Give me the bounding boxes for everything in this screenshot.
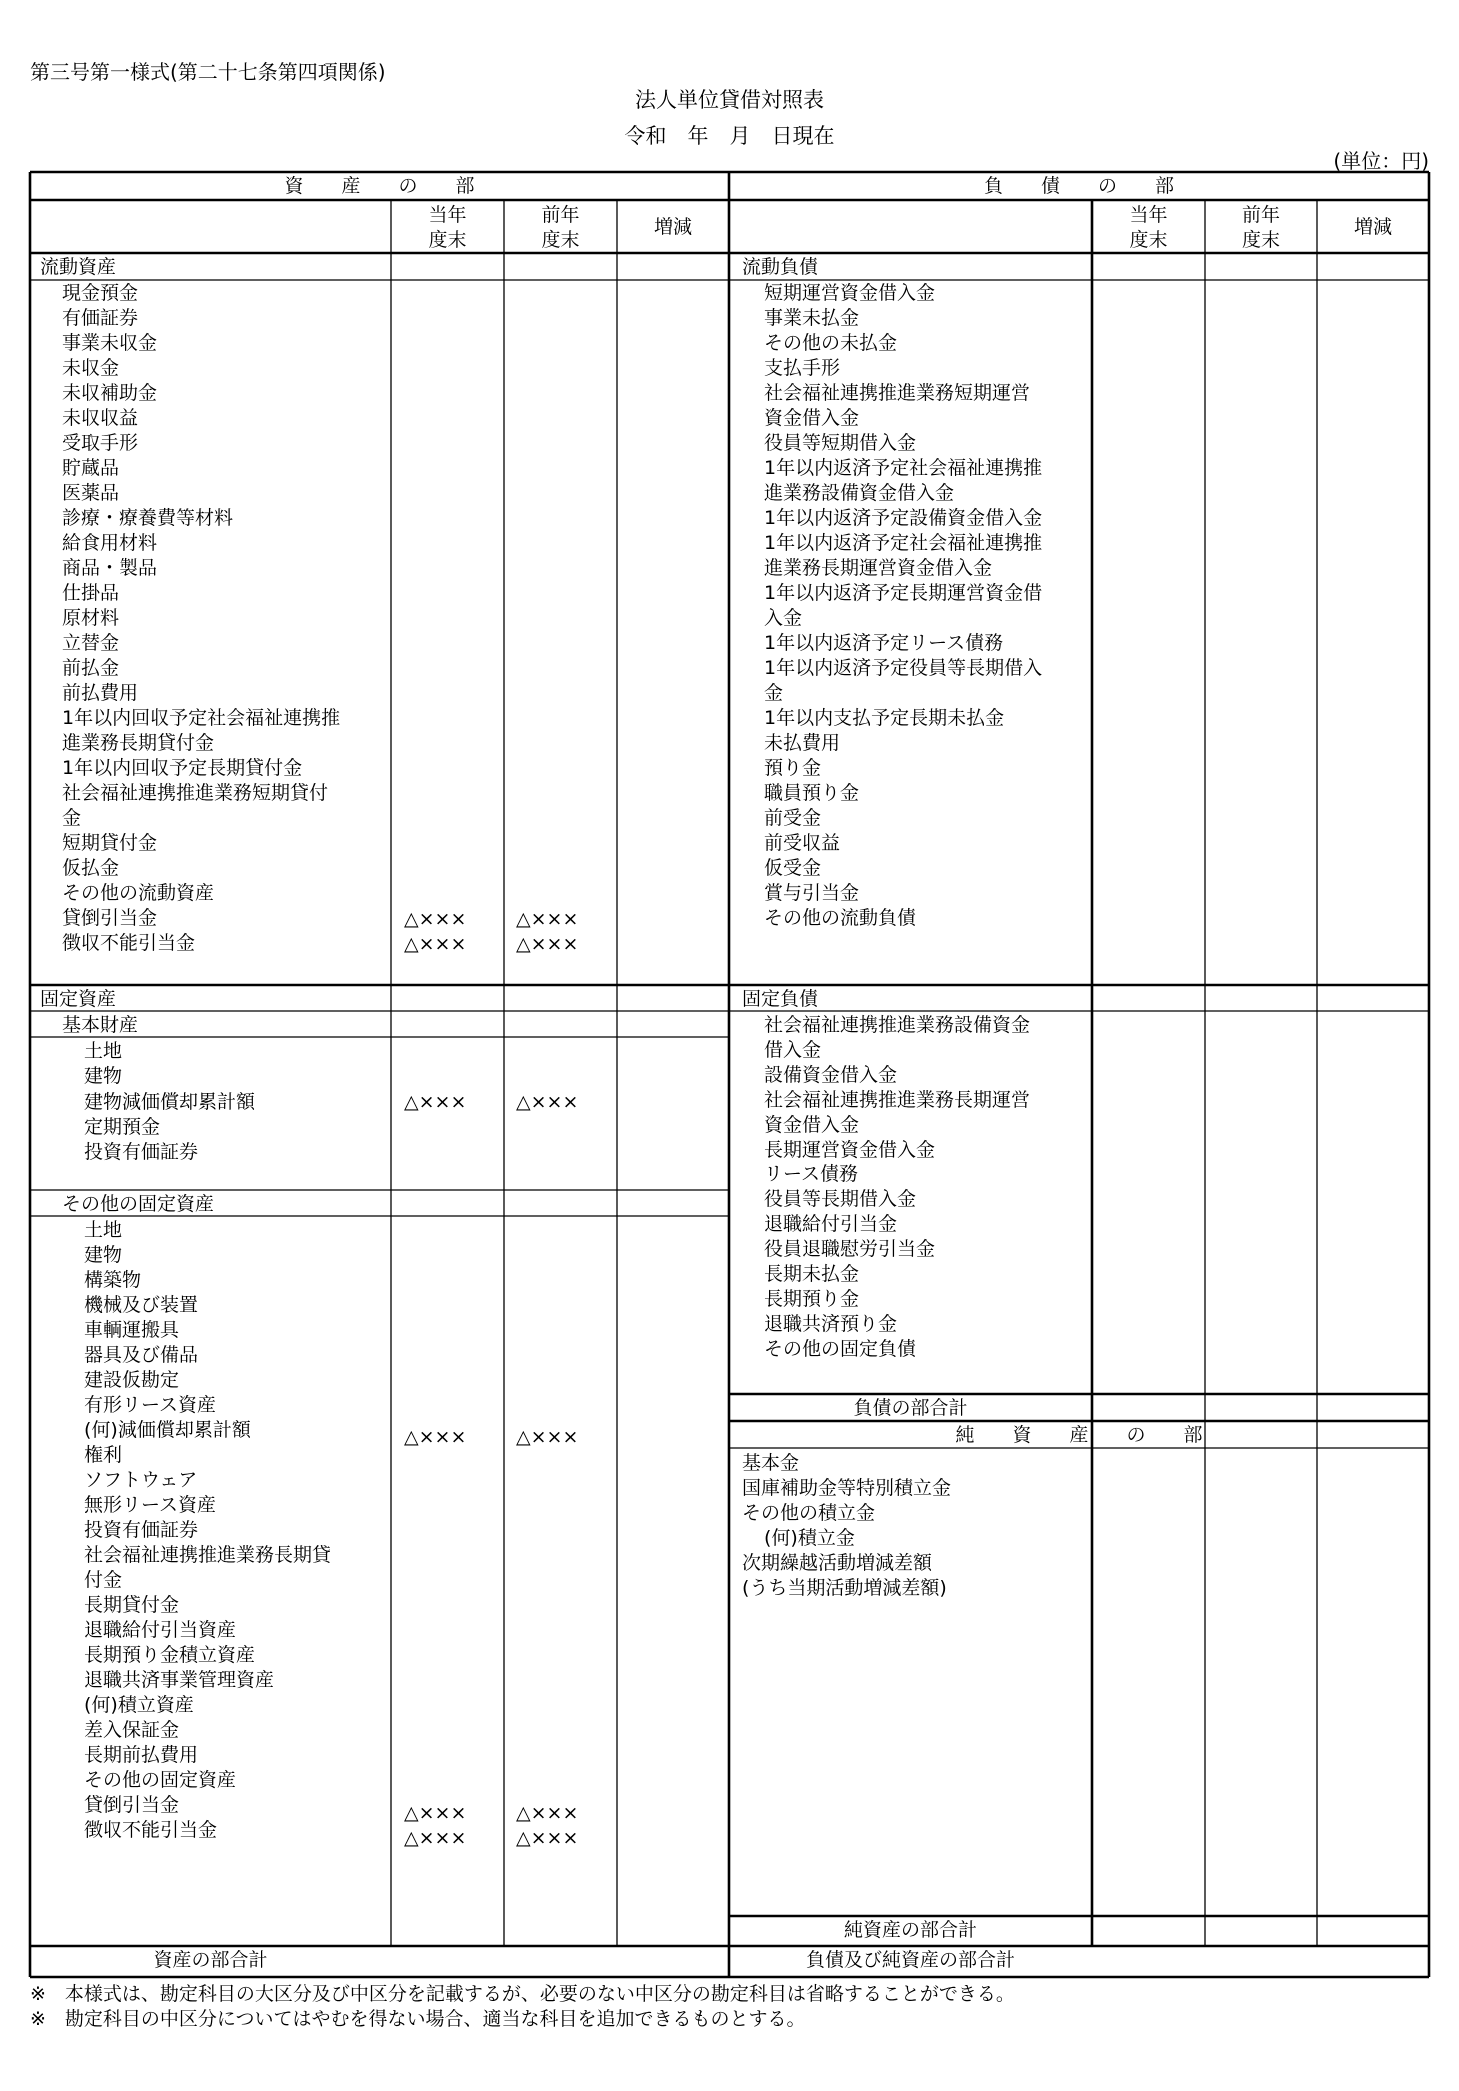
grand-total-label: 負債及び純資産の部合計 [805,1949,1015,1971]
current-assets-uncollectible-current: △××× [404,933,467,955]
account-line: (何)減価償却累計額 [84,1419,251,1441]
account-line: 商品・製品 [62,557,158,579]
account-line: 退職共済預り金 [764,1312,898,1335]
account-line: 徴収不能引当金 [84,1819,218,1841]
account-line: 金 [62,807,82,829]
account-line: 建設仮勘定 [84,1369,180,1391]
account-line: その他の流動負債 [764,907,917,929]
basic-property-depreciation-current: △××× [404,1091,467,1113]
account-line: 長期運営資金借入金 [764,1138,936,1161]
account-line: 設備資金借入金 [764,1063,898,1086]
account-line: 貯蔵品 [62,457,120,479]
account-line: 前払費用 [62,682,139,704]
net-assets-section-header: 純 資 産 の 部 [955,1424,1203,1446]
account-line: 未収補助金 [62,382,158,404]
account-line: 入金 [764,607,803,629]
account-line: 退職給付引当金 [764,1213,898,1236]
account-line: その他の未払金 [764,332,898,354]
change-header: 増減 [653,216,692,238]
other-fixed-uncollectible-current: △××× [404,1827,467,1849]
prior-year-header-right-line1: 前年 [1241,204,1280,226]
account-line: 支払手形 [764,357,841,379]
account-line: 投資有価証券 [84,1141,199,1164]
account-line: リース債務 [764,1163,859,1186]
account-line: 進業務長期運営資金借入金 [764,557,993,579]
page-title: 法人単位貸借対照表 [635,88,824,112]
account-line: 役員退職慰労引当金 [764,1238,936,1261]
account-line: 長期前払費用 [84,1744,199,1766]
account-line: 資金借入金 [764,407,860,429]
account-line: 1年以内回収予定長期貸付金 [62,757,303,779]
account-line: 役員等短期借入金 [764,432,917,454]
account-line: 短期貸付金 [62,832,158,854]
account-line: 金 [764,682,784,704]
liabilities-total-label: 負債の部合計 [853,1397,968,1419]
account-line: 長期未払金 [764,1263,860,1285]
account-line: 有価証券 [62,307,139,329]
account-line: 立替金 [62,632,120,654]
other-fixed-allowance-prior: △××× [516,1802,579,1824]
assets-section-header: 資 産 の 部 [284,175,475,197]
net-assets-total-label: 純資産の部合計 [843,1919,977,1941]
account-line: 医薬品 [62,482,120,504]
account-line: 建物減価償却累計額 [84,1090,256,1113]
current-assets-heading: 流動資産 [40,256,117,278]
current-year-header-line2: 度末 [428,229,467,251]
account-line: 徴収不能引当金 [62,932,196,954]
account-line: 退職共済事業管理資産 [84,1669,275,1691]
account-line: 預り金 [764,757,822,779]
account-line: 仮受金 [764,857,822,879]
note-1: ※ 本様式は、勘定科目の大区分及び中区分を記載するが、必要のない中区分の勘定科目は省略することができる。 [30,1983,1015,2005]
account-line: 建物 [84,1065,123,1088]
net-asset-line: 基本金 [742,1452,800,1474]
account-line: 仮払金 [62,857,120,879]
account-line: 資金借入金 [764,1113,860,1136]
account-line: 有形リース資産 [84,1394,217,1416]
account-line: ソフトウェア [84,1469,198,1491]
change-header-right: 増減 [1353,216,1392,238]
current-assets-allowance-prior: △××× [516,908,579,930]
account-line: 1年以内返済予定長期運営資金借 [764,582,1043,604]
account-line: 職員預り金 [764,782,860,804]
account-line: 退職給付引当資産 [84,1619,237,1641]
account-line: 無形リース資産 [84,1494,217,1516]
account-line: その他の固定負債 [764,1337,917,1360]
account-line: 社会福祉連携推進業務設備資金 [764,1014,1031,1036]
account-line: 差入保証金 [84,1719,180,1741]
account-line: 貸倒引当金 [84,1794,180,1816]
account-line: 未払費用 [764,732,841,754]
account-line: 1年以内返済予定設備資金借入金 [764,507,1043,529]
account-line: 1年以内返済予定社会福祉連携推 [764,532,1043,554]
other-fixed-allowance-current: △××× [404,1802,467,1824]
other-fixed-depreciation-current: △××× [404,1426,467,1448]
account-line: 投資有価証券 [84,1519,199,1541]
account-line: その他の固定資産 [84,1769,237,1791]
account-line: 建物 [84,1244,123,1266]
basic-property-depreciation-prior: △××× [516,1091,579,1113]
account-line: 前払金 [62,657,120,679]
account-line: 1年以内回収予定社会福祉連携推 [62,707,341,729]
current-year-header-right-line2: 度末 [1129,229,1168,251]
account-line: 土地 [84,1040,123,1062]
account-line: 長期預り金積立資産 [84,1644,256,1666]
assets-total-label: 資産の部合計 [153,1949,268,1971]
account-line: 未収金 [62,357,120,379]
liabilities-section-header: 負 債 の 部 [983,175,1174,197]
note-2: ※ 勘定科目の中区分についてはやむを得ない場合、適当な科目を追加できるものとする。 [30,2008,806,2030]
current-year-header-right-line1: 当年 [1129,204,1168,226]
basic-property-heading: 基本財産 [62,1014,139,1036]
account-line: 賞与引当金 [764,882,860,904]
current-liabilities-heading: 流動負債 [742,256,819,278]
account-line: 進業務設備資金借入金 [764,482,955,504]
account-line: 権利 [84,1444,123,1466]
account-line: 貸倒引当金 [62,907,158,929]
account-line: 1年以内返済予定リース債務 [764,632,1004,654]
account-line: 仕掛品 [62,582,120,604]
other-fixed-depreciation-prior: △××× [516,1426,579,1448]
account-line: 短期運営資金借入金 [764,282,936,304]
other-fixed-assets-heading: その他の固定資産 [62,1193,215,1215]
date-line: 令和 年 月 日現在 [624,124,835,148]
account-line: 役員等長期借入金 [764,1188,917,1211]
account-line: 社会福祉連携推進業務長期運営 [764,1088,1031,1111]
prior-year-header-right [1205,203,1317,253]
account-line: 車輌運搬具 [84,1319,180,1341]
account-line: 土地 [84,1219,123,1241]
current-year-header-right [1092,203,1205,253]
net-asset-line: 国庫補助金等特別積立金 [742,1477,952,1499]
fixed-assets-heading: 固定資産 [40,988,117,1010]
prior-year-header-right-line2: 度末 [1241,229,1280,251]
current-assets-allowance-current: △××× [404,908,467,930]
account-line: 前受金 [764,807,822,829]
fixed-liabilities-heading: 固定負債 [742,988,819,1010]
account-line: (何)積立資産 [84,1694,194,1716]
current-assets-uncollectible-prior: △××× [516,933,579,955]
prior-year-header-line1: 前年 [541,204,580,226]
account-line: 借入金 [764,1038,822,1061]
account-line: 機械及び装置 [84,1294,199,1316]
account-line: 原材料 [62,607,120,629]
account-line: 長期預り金 [764,1287,860,1310]
account-line: 定期預金 [84,1115,161,1138]
prior-year-header [504,203,617,253]
other-fixed-uncollectible-prior: △××× [516,1827,579,1849]
unit-label: (単位：円) [1333,149,1429,173]
account-line: 器具及び備品 [84,1344,199,1366]
account-line: 事業未払金 [764,307,860,329]
account-line: 構築物 [84,1269,142,1291]
account-line: 社会福祉連携推進業務短期運営 [764,382,1031,404]
account-line: 現金預金 [62,282,139,304]
account-line: 進業務長期貸付金 [62,732,215,754]
net-asset-line: (うち当期活動増減差額) [742,1577,947,1599]
account-line: 社会福祉連携推進業務短期貸付 [62,782,329,804]
account-line: 1年以内返済予定役員等長期借入 [764,657,1043,679]
current-year-header-line1: 当年 [428,204,467,226]
account-line: その他の流動資産 [62,882,215,904]
net-asset-line: 次期繰越活動増減差額 [742,1552,933,1574]
account-line: 前受収益 [764,832,841,854]
current-year-header [391,203,504,253]
account-line: 社会福祉連携推進業務長期貸 [84,1544,332,1566]
account-line: 1年以内支払予定長期未払金 [764,707,1005,729]
account-line: 受取手形 [62,432,139,454]
prior-year-header-line2: 度末 [541,229,580,251]
account-line: 給食用材料 [62,532,158,554]
form-number: 第三号第一様式(第二十七条第四項関係) [30,60,386,84]
account-line: 事業未収金 [62,332,158,354]
net-asset-line: その他の積立金 [742,1502,876,1524]
account-line: 診療・療養費等材料 [62,507,234,529]
account-line: 付金 [84,1569,123,1591]
account-line: 未収収益 [62,407,139,429]
net-asset-line: (何)積立金 [764,1527,855,1549]
account-line: 1年以内返済予定社会福祉連携推 [764,457,1043,479]
account-line: 長期貸付金 [84,1594,180,1616]
